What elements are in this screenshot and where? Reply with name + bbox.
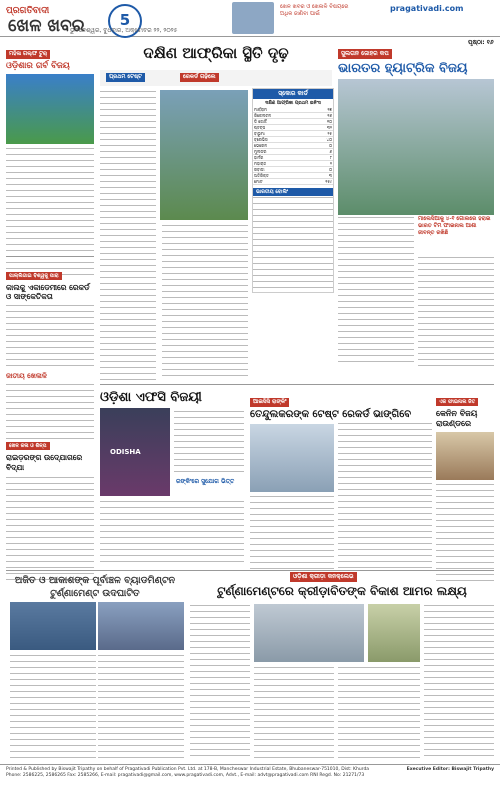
event-photo-1	[10, 602, 96, 650]
batter-runs: ୦	[308, 167, 333, 173]
batter-runs: ୧୬	[308, 113, 333, 119]
article-body	[254, 666, 334, 760]
footer	[0, 764, 500, 789]
football-player-photo	[100, 408, 170, 496]
lead-player-photo	[160, 90, 248, 220]
batter-name: ହାର୍ମର	[253, 155, 308, 161]
batter-runs: ୧୫୯	[308, 179, 333, 185]
divider	[100, 384, 494, 385]
article-body	[100, 500, 244, 566]
article-body	[6, 147, 94, 279]
page-number: ପୃଷ୍ଠା: ୧୬	[468, 39, 494, 46]
masthead	[0, 0, 500, 37]
hockey-photo	[338, 79, 494, 215]
lead-headline: ଦକ୍ଷିଣ ଆଫ୍ରିକା ସ୍ଥିତି ଦୃଢ଼	[143, 44, 289, 62]
badminton-headline: ଅଜିତ ଓ ଆକାଶଙ୍କ ପୂର୍ବାଞ୍ଚଳ ବ୍ୟାଡମିଣ୍ଟନ ଟୁର୍ଣ୍ଣାମେଣ୍ଟ ଉଦଘାଟିତ	[14, 575, 176, 599]
tennis-player-photo	[436, 432, 494, 480]
story-subtag: ରେକର୍ଡ ଗଢ଼ିଲେ	[180, 73, 219, 82]
batter-runs: ୮	[308, 155, 333, 161]
hockey-story	[338, 40, 494, 236]
headline: ତେନ୍ଦୁଲକରଙ୍କ ଟେଷ୍ଟ ରେକର୍ଡ ଭାଙ୍ଗିବେ	[250, 409, 412, 420]
article-body	[174, 410, 244, 474]
left-story-3	[6, 432, 94, 584]
story-tag: ମହିଳା ଗଲ୍ଫ ଟୁର୍	[6, 50, 50, 59]
jersey-text: ODISHA	[110, 448, 141, 456]
batter-name: ରବାଡା	[253, 167, 308, 173]
football-headline: ଓଡ଼ିଶା ଏଫସି ବିଜୟୀ	[100, 390, 202, 405]
sub-headline: ଜାତୀୟ ଖେଳାଳି	[6, 372, 47, 380]
batter-name: ଷ୍ଟବ୍ସ	[253, 125, 308, 131]
golfer-photo	[6, 74, 94, 144]
imprint-line-1: Printed & Published by Biswajit Tripathy on behalf of Pragativadi Publication Pvt. Ltd. at 178-B, Mancheswar Industrial Estate, Bhubaneswar-751010, Dist: Khurda	[6, 767, 370, 772]
article-body	[250, 495, 334, 571]
story-tag: ସୁଲତାନ ଜୋହର କପ	[338, 49, 392, 59]
cricketer-photo	[250, 424, 334, 492]
batter-name: ବାଭୁମା	[253, 131, 308, 137]
left-story-2	[6, 262, 94, 441]
story-tag: ଖେଳ କଳା ଓ ଶିଳ୍ପ	[6, 442, 50, 450]
tennis-story	[436, 388, 494, 583]
batter-runs: ୬	[308, 149, 333, 155]
batter-runs: ୦	[308, 143, 333, 149]
batter-runs: ୧୦	[308, 119, 333, 125]
batter-name: ମହାରାଜ	[253, 161, 308, 167]
batter-runs: ୪୦	[308, 137, 333, 143]
batter-name: ବ୍ରେଭିସ	[253, 137, 308, 143]
article-body	[338, 216, 414, 366]
batter-name: ଅତିରିକ୍ତ	[253, 173, 308, 179]
batter-runs: ୨	[308, 161, 333, 167]
tendulkar-story	[250, 388, 432, 571]
conclave-photo-1	[254, 604, 364, 662]
batter-name: ଡି ଜୋର୍ଜି	[253, 119, 308, 125]
scorecard-title: ସ୍କୋର କାର୍ଡ	[253, 89, 333, 99]
divider	[6, 256, 94, 257]
story-tag: ଆଇସିସି ରାଙ୍କିଂ	[250, 398, 289, 407]
article-body	[10, 654, 96, 760]
batter-name: ମୁଲଡର	[253, 149, 308, 155]
article-body	[424, 604, 494, 760]
batter-name: ମୋଟ	[253, 179, 308, 185]
lead-tag-bar	[100, 70, 332, 86]
website-url[interactable]: pragativadi.com	[390, 4, 464, 13]
article-body	[190, 604, 250, 760]
story-tag: ପ୍ରଥମ ଟେଷ୍ଟ	[106, 73, 145, 82]
bowling-title: ଭାରତୀୟ ବୋଲିଂ	[253, 188, 333, 196]
conclave-photo-2	[368, 604, 420, 662]
batter-name: ରିକେଲଟନ	[253, 113, 308, 119]
left-column	[6, 40, 94, 279]
article-body	[98, 654, 184, 760]
scorecard-subtitle: ଦକ୍ଷିଣ ଆଫ୍ରିକା ପ୍ରଥମ ଇନିଂସ	[265, 101, 321, 106]
dateline: ଭୁବନେଶ୍ୱର, ବୁଧବାର, ଅକ୍ଟୋବର ୨୨, ୨୦୨୫	[70, 27, 178, 34]
article-body	[436, 483, 494, 583]
story-tag: ଓଡ଼ିଶା କ୍ରୀଡ଼ା କନକ୍ଲେଭ	[290, 572, 357, 582]
batter-name: ମାର୍କ୍ରାମ	[253, 107, 308, 113]
brand-name: ପ୍ରଗତିବାଦୀ	[6, 6, 50, 16]
divider	[6, 570, 494, 571]
conclave-headline: ଟୁର୍ଣ୍ଣାମେଣ୍ଟରେ କ୍ରୀଡ଼ାବିତଙ୍କ ବିକାଶ ଆମର ଲକ୍ଷ୍ୟ	[217, 584, 467, 598]
bowling-table	[253, 196, 333, 292]
article-body	[6, 304, 94, 370]
article-body	[6, 476, 94, 584]
headline: କାଲକୁ ଏକାଡେମୀରେ ରେକର୍ଡ ଓ ସାଙ୍କେତିକତା	[6, 283, 90, 301]
scorecard-box	[252, 88, 334, 293]
lead-body-col2	[162, 224, 248, 380]
editor-credit: Executive Editor: Biswajit Tripathy	[406, 767, 494, 772]
story-tag: ପାଲ୍ଲିଗାଇ ବିଶ୍ୱକୁ ପାରା	[6, 272, 62, 280]
article-body	[338, 666, 420, 760]
batter-name: ଭେରେନ	[253, 143, 308, 149]
event-photo-2	[98, 602, 184, 650]
article-body	[418, 256, 494, 366]
headline: ଓଡ଼ିଶାର ଗର୍ବ ବିଜୟ	[6, 61, 70, 71]
batter-runs: ୩	[308, 173, 333, 179]
headline: ଭାରତର ହ୍ୟାଟ୍ରିକ ବିଜୟ	[338, 61, 468, 76]
anniversary-logo: 5	[108, 4, 142, 38]
scorecard-table	[253, 107, 333, 185]
masthead-player-photo	[232, 2, 274, 34]
scorecard-row	[253, 179, 333, 185]
headline: କେନିନ ବିଜୟ ରାଉଣ୍ଡରେ	[436, 409, 478, 428]
story-tag: ଏକ ଫାଇନାଲ ଜିତ	[436, 398, 478, 406]
pull-quote: ମାଲେସିଆକୁ ୪-୧ ଗୋଲରେ ହରାଇ ଭାରତ ଟିମ ଫାଇନାଲ ଆଶା ଜୀବନ୍ତ ରଖିଛି	[418, 216, 491, 236]
section-title: ଖେଳ ଖବର	[8, 16, 85, 36]
masthead-promo: ଖେଳ ଖବର ଓ ଖେଳାଳି ବିଷୟରେ ଅଧିକ ଜାଣିବା ପାଇଁ	[280, 4, 349, 17]
batter-runs: ୩୨	[308, 125, 333, 131]
sub-headline: ରଙ୍କିଂରେ ସୁଯୋଗ ଭିତ୍ତ	[176, 478, 235, 485]
imprint-line-2: Phone: 2586225, 2586265 Fax: 2585266, E-mail: pragativadi@gmail.com, www.pragativadi.com, Advt., E-mail: advt@pragativadi.com RNI Regd. No: 21271/73	[6, 773, 365, 778]
headline: ରାଇଡ଼ରଙ୍ଗ ଉଦ୍ଯୋଗରେ ବିଦ୍ଯା	[6, 453, 83, 472]
batter-runs: ୧୭	[308, 107, 333, 113]
lead-body-col1	[100, 90, 156, 380]
batter-runs: ୨୫	[308, 131, 333, 137]
article-body	[338, 422, 432, 572]
